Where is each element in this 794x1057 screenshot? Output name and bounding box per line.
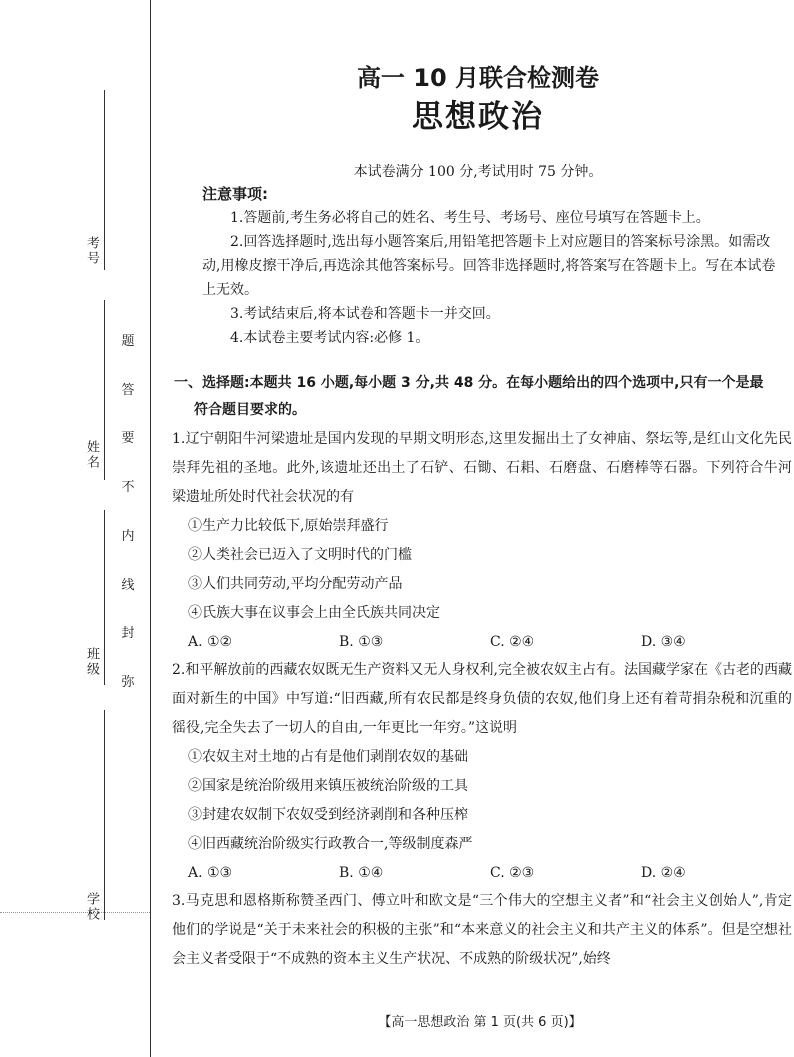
notice-heading: 注意事项: (202, 185, 268, 203)
seal-warning-char: 弥 (121, 674, 135, 690)
choice-b: B. ①③ (339, 634, 384, 650)
statement-option: ①农奴主对土地的占有是他们剥削农奴的基础 (188, 749, 468, 765)
page-footer: 【高一思想政治 第 1 页(共 6 页)】 (378, 1015, 582, 1030)
statement-option: ②国家是统治阶级用来镇压被统治阶级的工具 (188, 778, 468, 794)
answer-choices (172, 628, 792, 657)
choice-d: D. ②④ (641, 865, 686, 881)
choice-c: C. ②④ (490, 634, 535, 650)
notice-item: 3.考试结束后,将本试卷和答题卡一并交回。 (230, 306, 500, 322)
seal-warning-char: 线 (121, 577, 135, 593)
seal-warning-char: 要 (121, 431, 135, 447)
field-name-line (104, 300, 105, 480)
seal-warning-char: 封 (121, 626, 135, 642)
question-stem: 1.辽宁朝阳牛河梁遗址是国内发现的早期文明形态,这里发掘出土了女神庙、祭坛等,是红山文化先民崇拜先祖的圣地。此外,该遗址还出土了石铲、石锄、石耜、石磨盘、石磨棒等石器。下列符合牛河梁遗址所处时代社会状况的有 (172, 431, 792, 505)
choice-a: A. ①② (188, 634, 233, 650)
seal-warning-char: 内 (121, 528, 135, 544)
binding-line (150, 0, 151, 1057)
field-class-label: 班级 (84, 647, 99, 677)
choice-d: D. ③④ (641, 634, 686, 650)
seal-warning-char: 题 (121, 334, 135, 349)
choice-a: A. ①③ (188, 865, 233, 881)
answer-choices (172, 859, 792, 888)
seal-warning (118, 330, 138, 690)
statement-option: ③人们共同劳动,平均分配劳动产品 (188, 576, 403, 592)
notice-item: 1.答题前,考生务必将自己的姓名、考生号、考场号、座位号填写在答题卡上。 (230, 210, 710, 226)
question-stem: 3.马克思和恩格斯称赞圣西门、傅立叶和欧文是“三个伟大的空想主义者”和“社会主义创始人”,肯定他们的学说是“关于未来社会的积极的主张”和“本来意义的社会主义和共产主义的体系”。但是空想社会主义者受限于“不成熟的资本主义生产状况、不成熟的阶级状况”,始终 (172, 893, 792, 967)
subject-title: 思想政治 (412, 99, 544, 135)
question-1 (172, 425, 792, 657)
choice-b: B. ①④ (339, 865, 384, 881)
question-2 (172, 656, 792, 888)
field-school-label: 学校 (84, 892, 99, 922)
statement-option: ④氏族大事在议事会上由全氏族共同决定 (188, 605, 440, 621)
scan-artifact-line (0, 912, 150, 913)
exam-info: 本试卷满分 100 分,考试用时 75 分钟。 (353, 164, 603, 180)
field-name-label: 姓名 (84, 440, 99, 470)
field-exam-number-line (104, 90, 105, 270)
statement-option: ④旧西藏统治阶级实行政教合一,等级制度森严 (188, 836, 473, 852)
notice-list (202, 206, 787, 350)
section-heading-line: 符合题目要求的。 (194, 402, 306, 418)
field-class-line (104, 510, 105, 685)
field-exam-number-label: 考号 (84, 236, 99, 266)
choice-c: C. ②③ (490, 865, 535, 881)
statement-option: ③封建农奴制下农奴受到经济剥削和各种压榨 (188, 807, 468, 823)
section-heading (174, 370, 790, 424)
notice-item: 4.本试卷主要考试内容:必修 1。 (230, 330, 430, 346)
statement-option: ②人类社会已迈入了文明时代的门槛 (188, 547, 412, 563)
seal-warning-char: 答 (121, 382, 135, 398)
exam-title: 高一 10 月联合检测卷 (356, 64, 600, 92)
notice-item: 2.回答选择题时,选出每小题答案后,用铅笔把答题卡上对应题目的答案标号涂黑。如需改动,用橡皮擦干净后,再选涂其他答案标号。回答非选择题时,将答案写在答题卡上。写在本试卷上无效。 (202, 234, 776, 298)
section-heading-line: 一、选择题:本题共 16 小题,每小题 3 分,共 48 分。在每小题给出的四个选项中,只有一个是最 (174, 375, 764, 391)
statement-option: ①生产力比较低下,原始崇拜盛行 (188, 518, 389, 534)
seal-warning-char: 不 (121, 480, 135, 496)
question-stem: 2.和平解放前的西藏农奴既无生产资料又无人身权利,完全被农奴主占有。法国藏学家在《古老的西藏面对新生的中国》中写道:“旧西藏,所有农民都是终身负债的农奴,他们身上还有着苛捐杂税和沉重的徭役,完全失去了一切人的自由,一年更比一年穷。”这说明 (172, 662, 792, 736)
field-school-line (104, 710, 105, 920)
question-3 (172, 887, 792, 974)
